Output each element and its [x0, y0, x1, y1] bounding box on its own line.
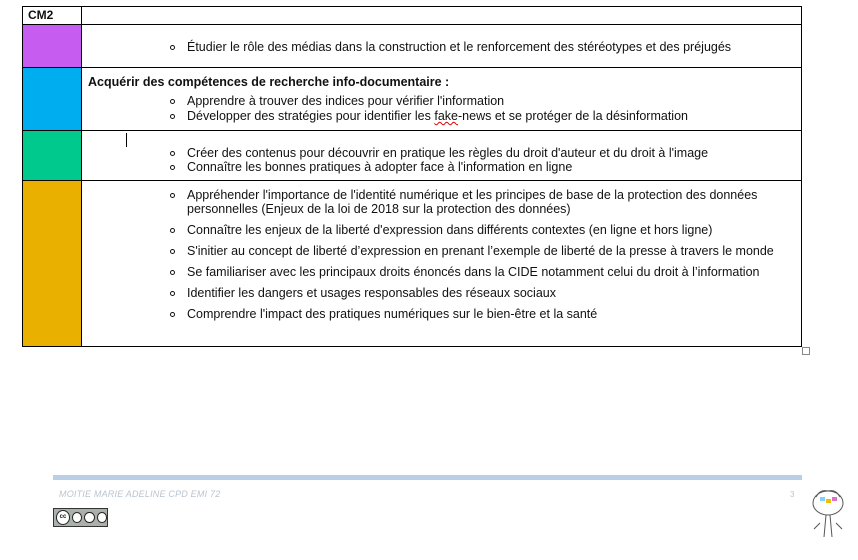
color-swatch-blue	[23, 68, 82, 130]
color-swatch-purple	[23, 25, 82, 67]
bullet-list	[82, 40, 801, 54]
list-item: Apprendre à trouver des indices pour vérifier l'information	[82, 94, 801, 108]
list-item: Se familiariser avec les principaux droits énoncés dans la CIDE notamment celui du droit à l’information	[82, 265, 801, 279]
list-item: Comprendre l'impact des pratiques numériques sur le bien-être et la santé	[82, 307, 801, 321]
text-cursor	[126, 133, 127, 147]
bullet-list	[82, 188, 801, 321]
table-cell[interactable]	[82, 181, 801, 346]
list-item: Appréhender l'importance de l'identité numérique et les principes de base de la protection des données personnelles (Enjeux de la loi de 2018 sur la protection des données)	[82, 188, 801, 216]
bullet-list	[82, 94, 801, 123]
table-row-citizenship	[23, 180, 801, 346]
mascot-logo-icon	[808, 487, 848, 541]
list-item	[82, 109, 801, 123]
section-heading: Acquérir des compétences de recherche info-documentaire :	[88, 75, 450, 89]
list-item: Connaître les bonnes pratiques à adopter face à l'information en ligne	[82, 160, 801, 174]
table-header-row	[23, 7, 801, 24]
list-item: S'initier au concept de liberté d’expression en prenant l’exemple de liberté de la presse à travers le monde	[82, 244, 801, 258]
list-item: Créer des contenus pour découvrir en pratique les règles du droit d'auteur et du droit à l'image	[82, 146, 801, 160]
table-resize-handle[interactable]	[802, 347, 810, 355]
list-item: Connaître les enjeux de la liberté d'expression dans différents contextes (en ligne et hors ligne)	[82, 223, 801, 237]
footer-divider	[53, 475, 802, 480]
page-number: 3	[790, 490, 795, 499]
programme-table	[22, 6, 802, 347]
table-cell[interactable]	[82, 131, 801, 180]
color-swatch-yellow	[23, 181, 82, 346]
table-cell[interactable]	[82, 68, 801, 130]
list-item-text: Développer des stratégies pour identifier les fake-news et se protéger de la désinformation	[187, 109, 688, 123]
header-label: CM2	[23, 7, 82, 24]
list-item: Étudier le rôle des médias dans la construction et le renforcement des stéréotypes et des préjugés	[82, 40, 801, 54]
table-row-research	[23, 67, 801, 130]
list-item: Identifier les dangers et usages responsables des réseaux sociaux	[82, 286, 801, 300]
creative-commons-icon: cc	[53, 508, 108, 527]
spellcheck-mark: fake	[434, 109, 458, 123]
table-cell[interactable]	[82, 25, 801, 67]
header-empty-cell[interactable]	[82, 7, 801, 24]
color-swatch-green	[23, 131, 82, 180]
bullet-list	[82, 146, 801, 174]
table-row-media	[23, 24, 801, 67]
footer-author: MOITIE MARIE ADELINE CPD EMI 72	[59, 489, 221, 499]
table-row-creation	[23, 130, 801, 180]
